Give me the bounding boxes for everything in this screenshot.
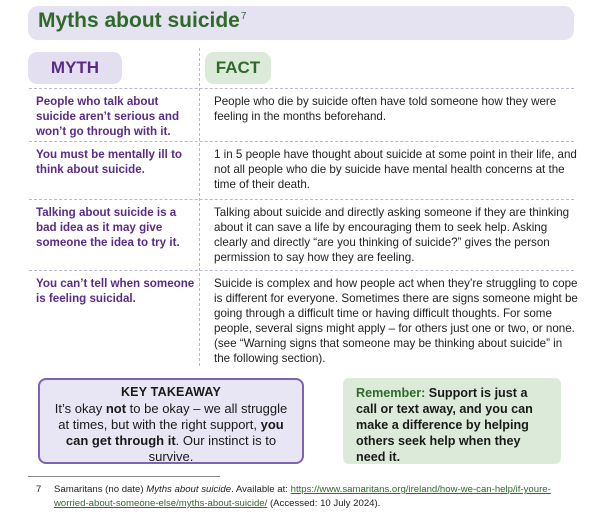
- footnote-text: Samaritans (no date) Myths about suicide. Available at: https://www.samaritans.org/ireland/how-we-can-help/if-youre-worried-about-someone-else/myths-about-suicide/ (Accessed: 10 July 2024).: [54, 484, 551, 509]
- myth-3: Talking about suicide is a bad idea as it may give someone the idea to try it.: [36, 206, 180, 249]
- remember-text: Support is just a call or text away, and you can make a difference by helping others seek help when they need it.: [356, 386, 533, 464]
- myth-2: You must be mentally ill to think about suicide.: [36, 148, 183, 176]
- fact-4: Suicide is complex and how people act when they’re struggling to cope is different for everyone. Sometimes there are signs someone might be going through a difficult time or having difficult thoughts. For some people, several signs might apply – for others just one or two, or none. (see “Warning signs that someone may be thinking about suicide” in the following section).: [214, 277, 578, 365]
- footnote-ref: 7: [240, 11, 247, 22]
- fact-1: People who die by suicide often have told someone how they were feeling in the months beforehand.: [214, 95, 557, 123]
- myth-4: You can’t tell when someone is feeling suicidal.: [36, 277, 195, 305]
- row-separator: [29, 199, 574, 200]
- myth-header: MYTH: [28, 52, 122, 84]
- page-title: Myths about suicide$^7$: [38, 9, 247, 32]
- remember-box: [343, 378, 561, 464]
- fact-3: Talking about suicide and directly asking someone if they are thinking about it can save a life by encouraging them to seek help. Asking clearly and directly “are you thinking of suicide?” gives the person permission to say how they are feeling.: [214, 206, 570, 264]
- myth-1: People who talk about suicide aren’t serious and won’t go through with it.: [36, 95, 180, 138]
- row-separator: [29, 88, 574, 89]
- key-takeaway-box: [38, 378, 304, 464]
- remember-label: Remember:: [356, 386, 426, 400]
- footnote-divider: [28, 476, 220, 477]
- row-separator: [29, 141, 574, 142]
- key-takeaway-text: It’s okay not to be okay – we all struggle at times, but with the right support, you can get through it. Our instinct is to survive.: [54, 401, 288, 464]
- fact-header: FACT: [205, 52, 271, 84]
- footnote-number: 7: [36, 484, 42, 495]
- row-separator: [29, 270, 574, 271]
- footnote-link[interactable]: https://www.samaritans.org/ireland/how-we-can-help/if-youre-worried-about-someone-else/myths-about-suicide/: [54, 484, 551, 509]
- key-takeaway-title: KEY TAKEAWAY: [120, 385, 222, 399]
- fact-2: 1 in 5 people have thought about suicide at some point in their life, and not all people who die by suicide have mental health concerns at the time of their death.: [214, 148, 577, 191]
- column-divider: [199, 48, 200, 366]
- title-banner: [28, 6, 574, 40]
